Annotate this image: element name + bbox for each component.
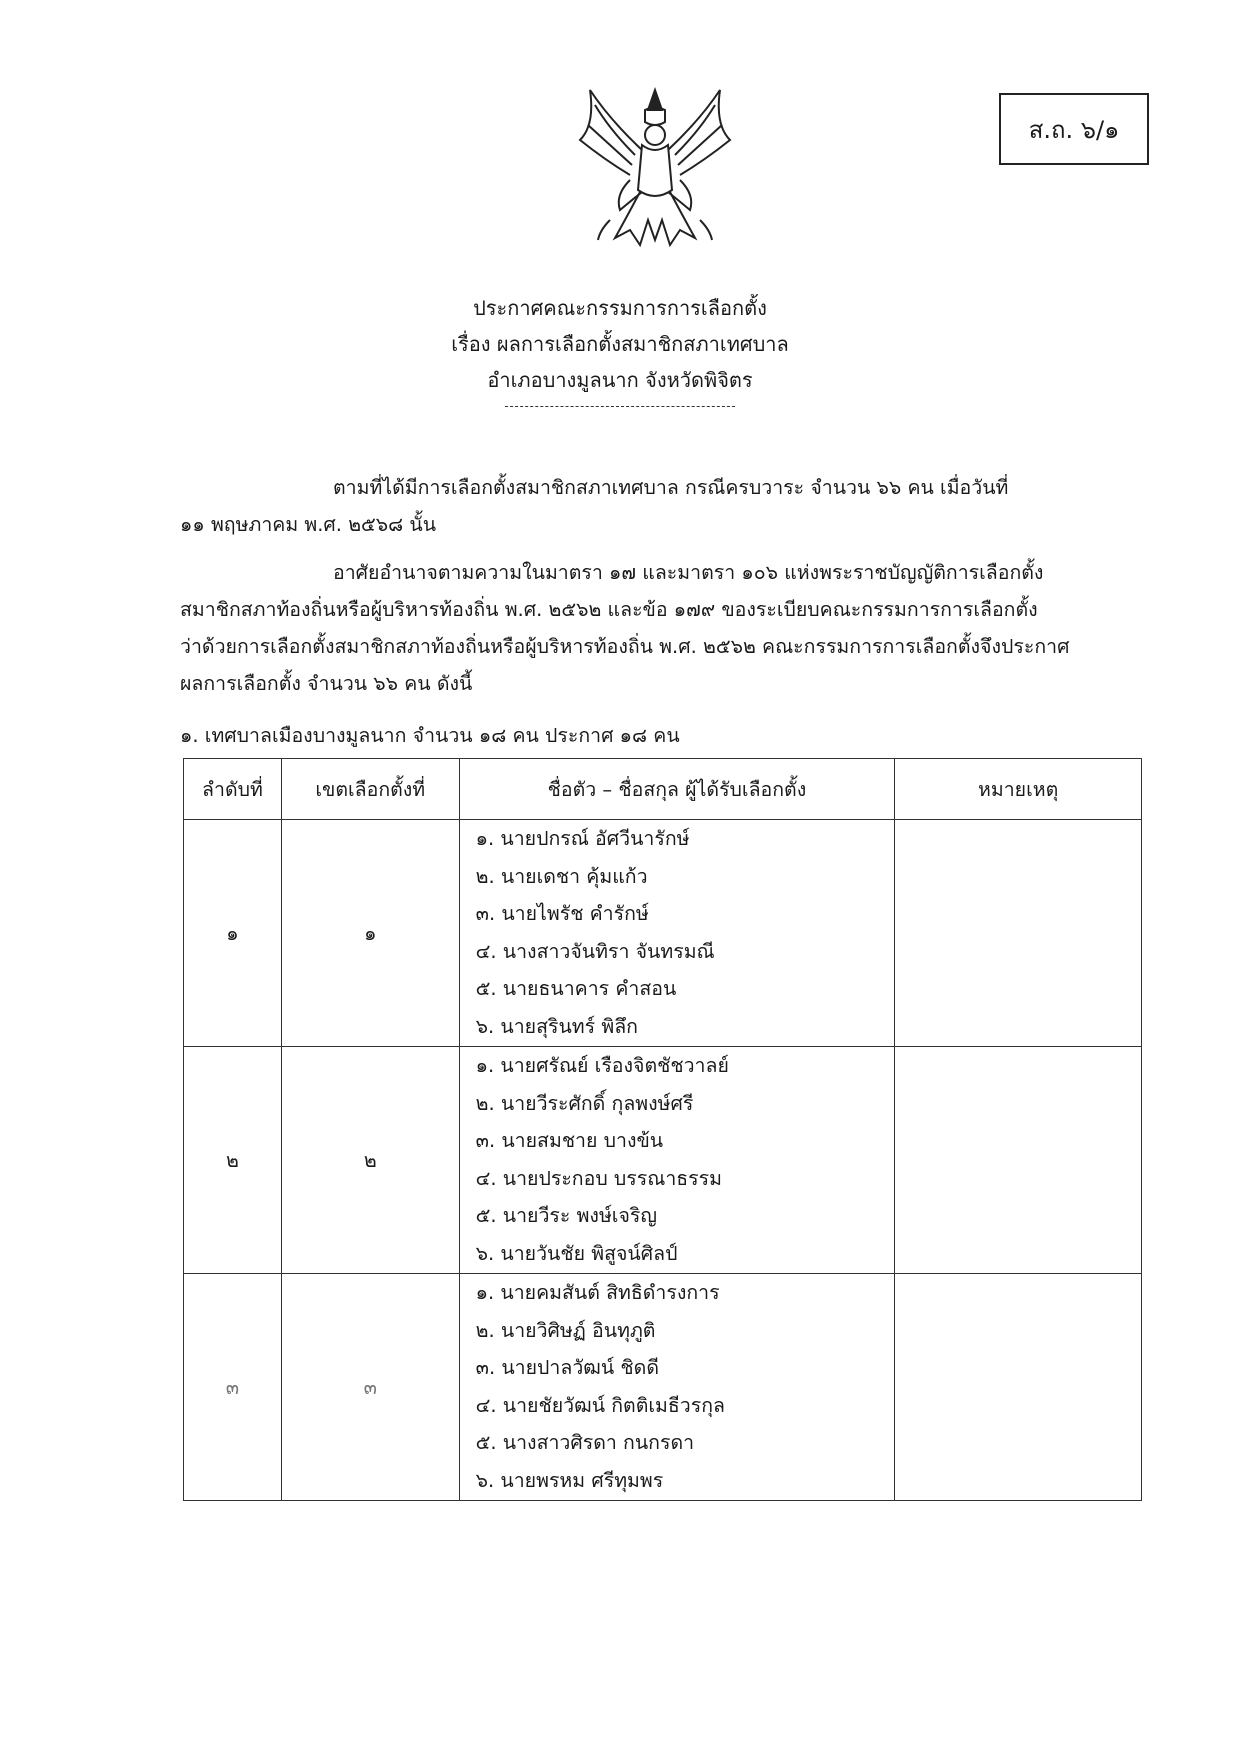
paragraph-2-line-3: ว่าด้วยการเลือกตั้งสมาชิกสภาท้องถิ่นหรือผู้บริหารท้องถิ่น พ.ศ. ๒๕๖๒ คณะกรรมการการเลือกตั้งจึงประกาศ	[180, 635, 1070, 658]
candidate-name: ๔. นายชัยวัฒน์ กิตติเมธีวรกุล	[475, 1393, 725, 1417]
order-cell: ๑	[184, 820, 282, 1047]
candidate-name: ๑. นายศรัณย์ เรืองจิตชัชวาลย์	[475, 1054, 729, 1077]
paragraph-1-line-2: ๑๑ พฤษภาคม พ.ศ. ๒๕๖๘ นั้น	[180, 513, 437, 536]
candidate-name: ๑. นายคมสันต์ สิทธิดำรงการ	[475, 1281, 720, 1304]
district-cell: ๑	[281, 820, 459, 1047]
table-row	[184, 820, 1142, 1047]
candidate-name: ๒. นายวิศิษฏ์ อินทุภูติ	[475, 1318, 656, 1342]
header-name: ชื่อตัว – ชื่อสกุล ผู้ได้รับเลือกตั้ง	[459, 759, 895, 820]
remark-cell	[895, 1274, 1142, 1501]
header-district: เขตเลือกตั้งที่	[281, 759, 459, 820]
candidate-name: ๓. นายปาลวัฒน์ ชิดดี	[475, 1356, 659, 1380]
paragraph-2-line-1: อาศัยอำนาจตามความในมาตรา ๑๗ และมาตรา ๑๐๖ แห่งพระราชบัญญัติการเลือกตั้ง	[333, 561, 1044, 584]
header-order: ลำดับที่	[184, 759, 282, 820]
candidate-name: ๔. นางสาวจันทิรา จันทรมณี	[475, 939, 715, 963]
header-divider	[505, 406, 735, 407]
section-title: ๑. เทศบาลเมืองบางมูลนาก จำนวน ๑๘ คน ประกาศ ๑๘ คน	[180, 724, 680, 747]
district-cell: ๓	[281, 1274, 459, 1501]
candidate-name: ๑. นายปกรณ์ อัศวีนารักษ์	[475, 827, 690, 850]
candidate-name: ๒. นายเดชา คุ้มแก้ว	[475, 864, 648, 888]
candidate-name: ๕. นายธนาคาร คำสอน	[475, 977, 677, 1001]
names-cell	[459, 820, 895, 1047]
candidate-name: ๒. นายวีระศักดิ์ กุลพงษ์ศรี	[475, 1091, 694, 1115]
paragraph-1-line-1: ตามที่ได้มีการเลือกตั้งสมาชิกสภาเทศบาล กรณีครบวาระ จำนวน ๖๖ คน เมื่อวันที่	[333, 476, 1009, 499]
remark-cell	[895, 1047, 1142, 1274]
remark-cell	[895, 820, 1142, 1047]
announcement-header	[400, 290, 840, 407]
candidate-name: ๖. นายพรหม ศรีทุมพร	[475, 1468, 664, 1492]
order-cell: ๓	[184, 1274, 282, 1501]
candidate-name: ๔. นายประกอบ บรรณาธรรม	[475, 1166, 722, 1190]
names-cell	[459, 1047, 895, 1274]
form-code: ส.ถ. ๖/๑	[1028, 115, 1120, 144]
table-row	[184, 1047, 1142, 1274]
header-location: อำเภอบางมูลนาก จังหวัดพิจิตร	[487, 368, 753, 392]
header-title: ประกาศคณะกรรมการการเลือกตั้ง	[473, 296, 767, 320]
garuda-emblem-icon	[570, 80, 740, 255]
candidate-name: ๖. นายสุรินทร์ พิลึก	[475, 1014, 638, 1038]
form-code-box	[999, 93, 1149, 165]
candidate-name: ๕. นายวีระ พงษ์เจริญ	[475, 1204, 657, 1228]
candidate-name: ๓. นายสมชาย บางข้น	[475, 1129, 664, 1153]
paragraph-2-line-2: สมาชิกสภาท้องถิ่นหรือผู้บริหารท้องถิ่น พ.ศ. ๒๕๖๒ และข้อ ๑๗๙ ของระเบียบคณะกรรมการการเลือกตั้ง	[180, 598, 1038, 621]
header-remark: หมายเหตุ	[895, 759, 1142, 820]
order-cell: ๒	[184, 1047, 282, 1274]
candidate-name: ๖. นายวันชัย พิสูจน์ศิลป์	[475, 1241, 678, 1265]
names-cell	[459, 1274, 895, 1501]
district-cell: ๒	[281, 1047, 459, 1274]
candidate-name: ๓. นายไพรัช คำรักษ์	[475, 902, 649, 926]
candidate-name: ๕. นางสาวศิรดา กนกรดา	[475, 1431, 695, 1455]
paragraph-1	[180, 469, 1140, 543]
table-header-row	[184, 759, 1142, 820]
paragraph-2	[180, 554, 1140, 702]
results-table	[183, 758, 1142, 1501]
table-row	[184, 1274, 1142, 1501]
header-subject: เรื่อง ผลการเลือกตั้งสมาชิกสภาเทศบาล	[451, 332, 789, 356]
paragraph-2-line-4: ผลการเลือกตั้ง จำนวน ๖๖ คน ดังนี้	[180, 672, 473, 695]
